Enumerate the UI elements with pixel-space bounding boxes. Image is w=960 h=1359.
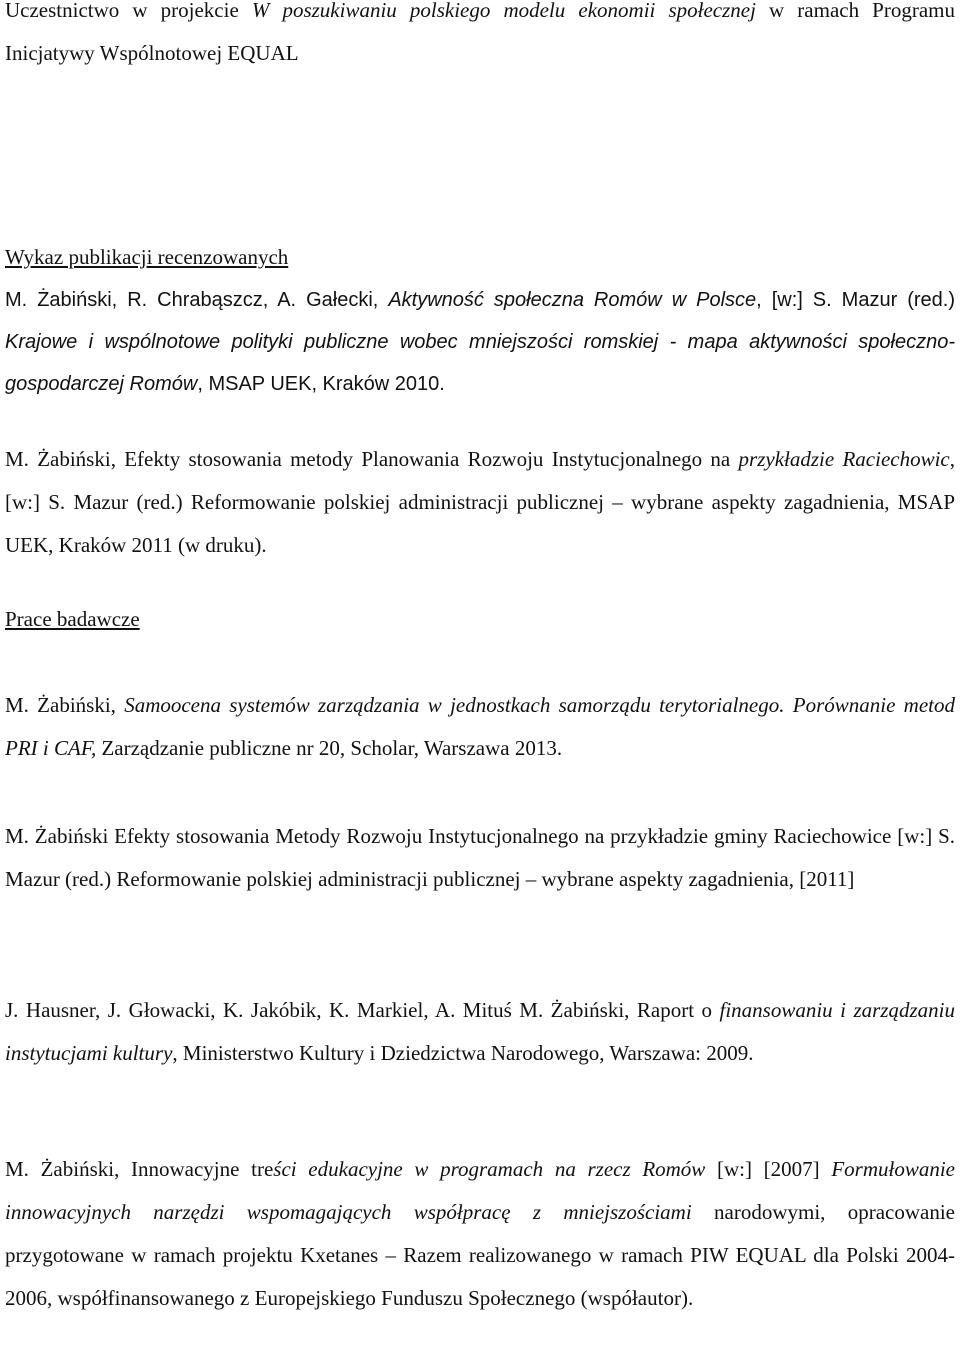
research-entry-pri-effects: M. Żabiński Efekty stosowania Metody Rozwoju Instytucjonalnego na przykładzie gminy Raciechowice [w:] S. Mazur (red.) Reformowanie polskiej administracji publicznej – wybrane aspekty zagadnienia, [2011]	[5, 824, 955, 891]
research-entry-culture-report: J. Hausner, J. Głowacki, K. Jakóbik, K. Markiel, A. Mituś M. Żabiński, Raport o finansowaniu i zarządzaniu instytucjami kultury, Ministerstwo Kultury i Dziedzictwa Narodowego, Warszawa: 2009.	[5, 998, 955, 1065]
project-title: W poszukiwaniu polskiego modelu ekonomii społecznej	[251, 0, 756, 22]
heading-research-works: Prace badawcze	[5, 607, 140, 631]
intro-program: w ramach Programu Inicjatywy Wspólnotowej EQUAL	[5, 0, 955, 65]
publication-entry-roma-activity: M. Żabiński, R. Chrabąszcz, A. Gałecki, Aktywność społeczna Romów w Polsce, [w:] S. Mazur (red.) Krajowe i wspólnotowe polityki publiczne wobec mniejszości romskiej - mapa aktywności społeczno-gospodarczej Romów, MSAP UEK, Kraków 2010.	[5, 289, 956, 395]
heading-reviewed-publications: Wykaz publikacji recenzowanych	[5, 245, 289, 269]
intro-text: Uczestnictwo w projekcie	[5, 0, 252, 22]
project-participation	[5, 0, 955, 75]
publication-entry-pri-raciechowice: M. Żabiński, Efekty stosowania metody Planowania Rozwoju Instytucjonalnego na przykładzie Raciechowic, [w:] S. Mazur (red.) Reformowanie polskiej administracji publicznej – wybrane aspekty zagadnienia, MSAP UEK, Kraków 2011 (w druku).	[5, 447, 955, 557]
research-entry-roma-education: M. Żabiński, Innowacyjne treści edukacyjne w programach na rzecz Romów [w:] [2007] Formułowanie innowacyjnych narzędzi wspomagających współpracę z mniejszościami narodowymi, opracowanie przygotowane w ramach projektu Kxetanes – Razem realizowanego w ramach PIW EQUAL dla Polski 2004-2006, współfinansowanego z Europejskiego Funduszu Społecznego (współautor).	[5, 1157, 955, 1310]
research-entry-self-assessment: M. Żabiński, Samoocena systemów zarządzania w jednostkach samorządu terytorialnego. Porównanie metod PRI i CAF, Zarządzanie publiczne nr 20, Scholar, Warszawa 2013.	[5, 693, 955, 760]
